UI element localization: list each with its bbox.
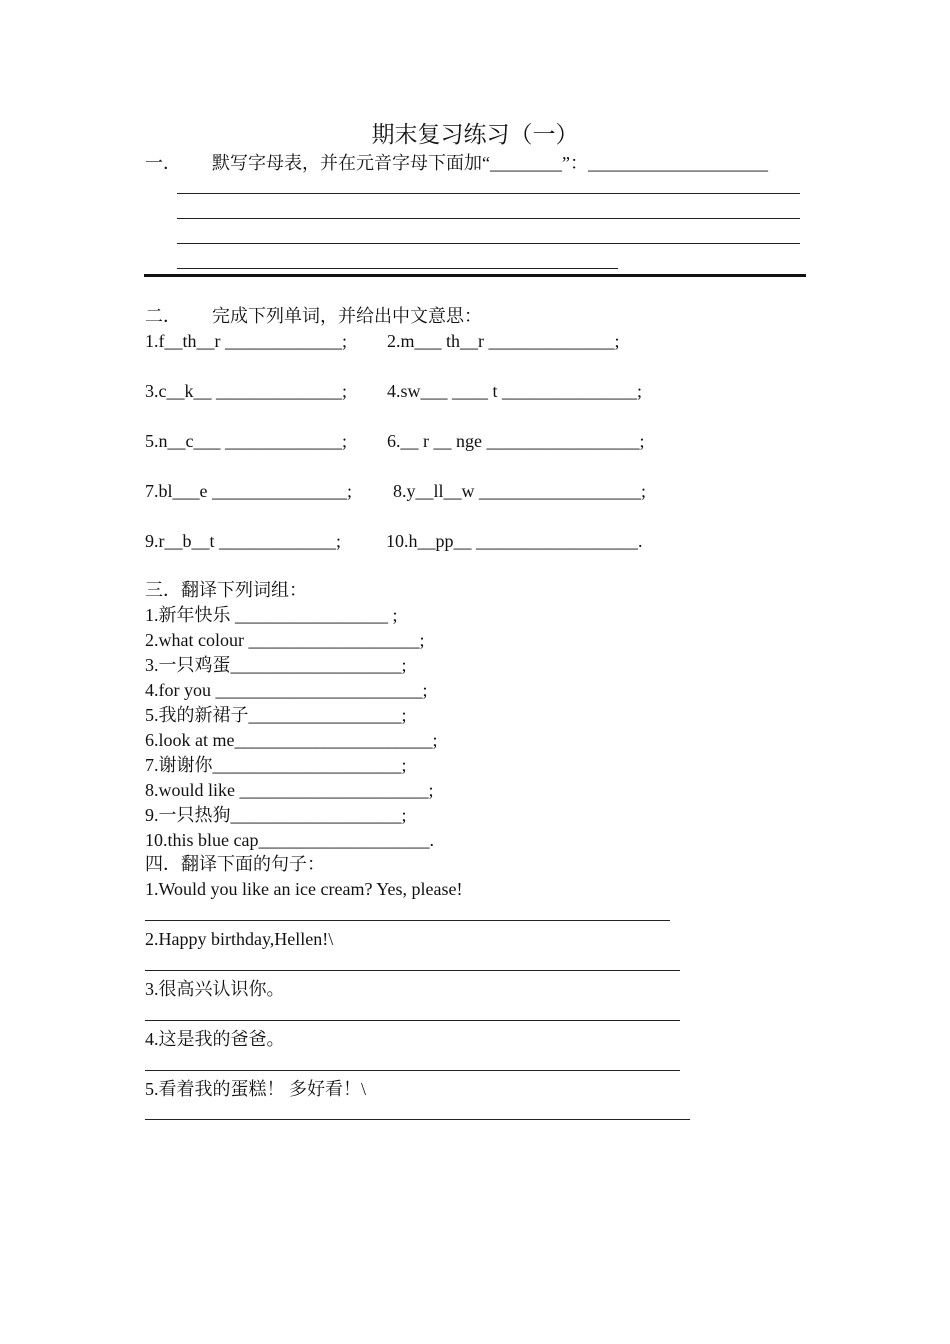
phrase-item: 6.look at me______________________;: [145, 730, 438, 750]
answer-line: [177, 243, 800, 244]
sentence-item: 4.这是我的爸爸。: [145, 1029, 285, 1049]
answer-line: [177, 268, 618, 269]
page-title: 期末复习练习（一）: [371, 122, 579, 147]
word-item: 4.sw___ ____ t _______________;: [387, 381, 643, 401]
word-item: 9.r__b__t _____________;: [145, 531, 341, 551]
word-item: 5.n__c___ _____________;: [145, 431, 347, 451]
phrase-item: 7.谢谢你_____________________;: [145, 755, 407, 775]
section-divider: [144, 274, 806, 277]
section1-instruction: 默写字母表，并在元音字母下面加“________”：____________________: [212, 153, 768, 173]
answer-line: [177, 193, 800, 194]
sentence-item: 1.Would you like an ice cream? Yes, please!: [145, 879, 463, 899]
answer-line: [145, 970, 680, 971]
phrase-item: 5.我的新裙子_________________;: [145, 705, 407, 725]
section2-heading: 完成下列单词，并给出中文意思：: [212, 306, 482, 326]
word-item: 2.m___ th__r ______________;: [387, 331, 620, 351]
phrase-item: 9.一只热狗___________________;: [145, 805, 407, 825]
answer-line: [145, 1070, 680, 1071]
section3-heading: 三．翻译下列词组：: [145, 580, 307, 600]
word-item: 6.__ r __ nge _________________;: [387, 431, 645, 451]
word-item: 3.c__k__ ______________;: [145, 381, 347, 401]
word-item: 7.bl___e _______________;: [145, 481, 352, 501]
sentence-item: 3.很高兴认识你。: [145, 979, 285, 999]
word-item: 1.f__th__r _____________;: [145, 331, 347, 351]
phrase-item: 10.this blue cap___________________.: [145, 830, 434, 850]
sentence-item: 5.看着我的蛋糕！ 多好看！\: [145, 1079, 366, 1099]
section2-number: 二．: [145, 306, 181, 326]
word-item: 8.y__ll__w __________________;: [393, 481, 647, 501]
phrase-item: 3.一只鸡蛋___________________;: [145, 655, 407, 675]
phrase-item: 8.would like _____________________;: [145, 780, 434, 800]
section4-heading: 四．翻译下面的句子：: [145, 854, 325, 874]
answer-line: [145, 1020, 680, 1021]
answer-line: [145, 920, 670, 921]
phrase-item: 1.新年快乐 _________________ ;: [145, 605, 398, 625]
word-item: 10.h__pp__ __________________.: [386, 531, 643, 551]
answer-line: [177, 218, 800, 219]
sentence-item: 2.Happy birthday,Hellen!\: [145, 929, 334, 949]
phrase-item: 2.what colour ___________________;: [145, 630, 425, 650]
phrase-item: 4.for you _______________________;: [145, 680, 428, 700]
answer-line: [145, 1119, 690, 1120]
section1-number: 一．: [145, 153, 181, 173]
